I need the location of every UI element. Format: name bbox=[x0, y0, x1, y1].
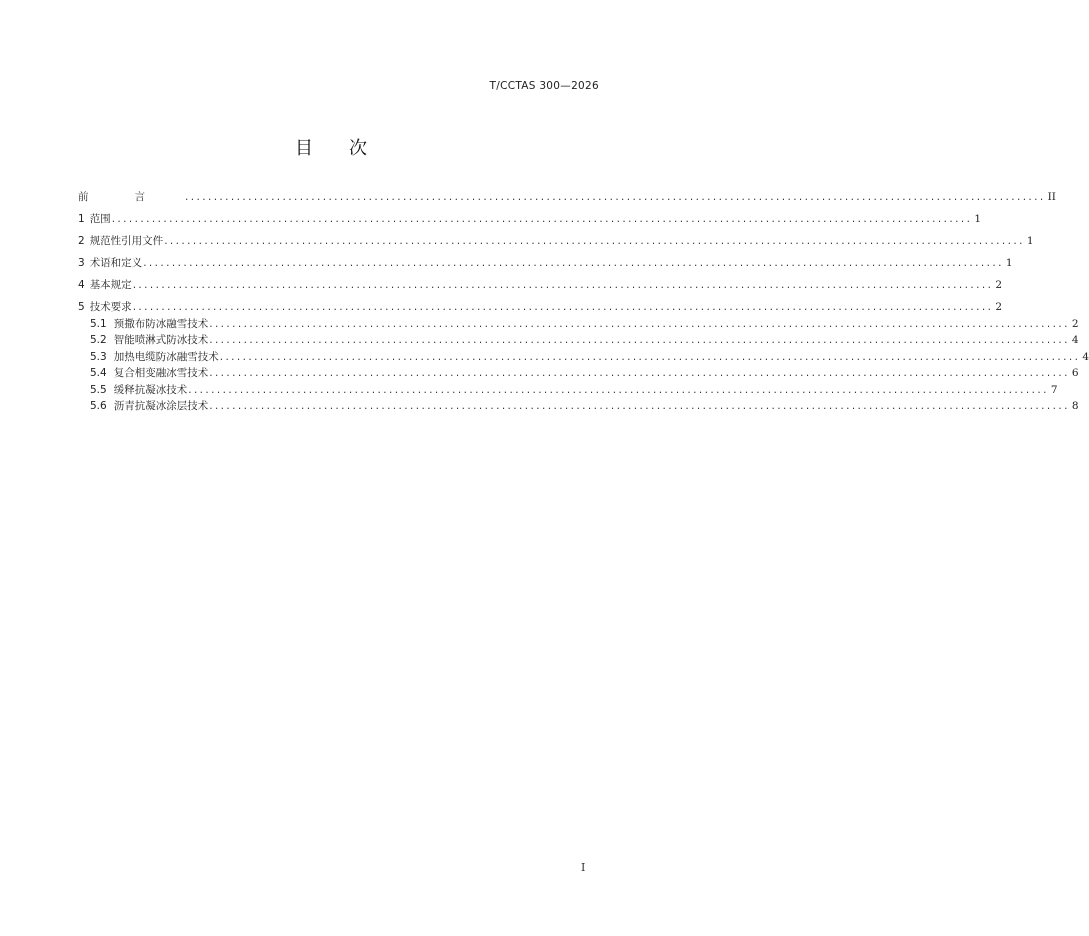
toc-entry-1[interactable] bbox=[78, 204, 982, 226]
toc-entry-label: 加热电缆防冰融雪技术 bbox=[113, 350, 219, 363]
toc-entry-page: 1 bbox=[974, 213, 982, 225]
toc-entry-number: 5.2 bbox=[90, 334, 107, 346]
dot-leader: ...................................................................................................................................................... bbox=[132, 279, 994, 291]
dot-leader: ...................................................................................................................................................... bbox=[132, 301, 994, 313]
toc-entry-label: 范围 bbox=[89, 213, 111, 225]
toc-entry-page: 4 bbox=[1082, 350, 1089, 363]
toc-subentry-5-6[interactable] bbox=[78, 397, 1079, 414]
toc-subentry-5-1[interactable] bbox=[78, 314, 1079, 331]
toc-subentry-5-5[interactable] bbox=[78, 380, 1058, 397]
dot-leader: ...................................................................................................................................................... bbox=[219, 350, 1081, 363]
dot-leader: ...................................................................................................................................................... bbox=[111, 213, 973, 225]
dot-leader: ...................................................................................................................................................... bbox=[185, 191, 1046, 203]
document-code: T/CCTAS 300—2026 bbox=[489, 80, 599, 92]
toc-entry-5[interactable] bbox=[78, 292, 1003, 314]
dot-leader: ...................................................................................................................................................... bbox=[209, 400, 1070, 412]
toc-entry-label: 缓释抗凝冰技术 bbox=[113, 383, 188, 396]
toc-entry-label: 术语和定义 bbox=[89, 257, 143, 269]
toc-entry-number: 5.4 bbox=[90, 367, 107, 379]
toc-entry-number: 5.6 bbox=[90, 400, 107, 412]
toc-entry-page: 1 bbox=[1026, 235, 1034, 247]
toc-subentry-5-2[interactable] bbox=[78, 331, 1079, 348]
toc-entry-label: 前 言 bbox=[78, 191, 145, 203]
toc-entry-label: 智能喷淋式防冰技术 bbox=[113, 334, 209, 346]
dot-leader: ...................................................................................................................................................... bbox=[164, 235, 1025, 247]
toc-subentry-5-3[interactable] bbox=[78, 347, 1089, 364]
toc-entry-number: 2 bbox=[78, 235, 85, 247]
dot-leader: ...................................................................................................................................................... bbox=[209, 317, 1070, 330]
toc-entry-number: 3 bbox=[78, 257, 85, 269]
dot-leader: ...................................................................................................................................................... bbox=[188, 383, 1049, 396]
toc-entry-page: 2 bbox=[995, 301, 1003, 313]
page-title bbox=[0, 134, 662, 160]
title-part-2: 次 bbox=[349, 138, 367, 159]
dot-leader: ...................................................................................................................................................... bbox=[143, 257, 1004, 269]
toc-entry-label: 预撒布防冰融雪技术 bbox=[113, 317, 209, 330]
toc-entry-page: 8 bbox=[1071, 400, 1079, 412]
toc-entry-preface[interactable] bbox=[78, 182, 1056, 204]
toc-entry-page: 2 bbox=[995, 279, 1003, 291]
page-number: I bbox=[581, 861, 586, 874]
title-part-1: 目 bbox=[295, 138, 313, 159]
toc-entry-page: 1 bbox=[1005, 257, 1013, 269]
dot-leader: ...................................................................................................................................................... bbox=[209, 334, 1070, 346]
toc-entry-page: II bbox=[1047, 191, 1056, 203]
toc-entry-number: 4 bbox=[78, 279, 85, 291]
toc-entry-page: 7 bbox=[1050, 383, 1058, 396]
toc-entry-page: 4 bbox=[1071, 334, 1079, 346]
toc-entry-3[interactable] bbox=[78, 248, 1013, 270]
toc-entry-number: 5.5 bbox=[90, 383, 107, 396]
toc-entry-label: 沥青抗凝冰涂层技术 bbox=[113, 400, 209, 412]
toc-entry-page: 6 bbox=[1071, 367, 1079, 379]
toc-entry-label: 规范性引用文件 bbox=[89, 235, 164, 247]
toc-entry-label: 基本规定 bbox=[89, 279, 132, 291]
toc-entry-number: 5.1 bbox=[90, 317, 107, 330]
dot-leader: ...................................................................................................................................................... bbox=[209, 367, 1070, 379]
toc-entry-page: 2 bbox=[1071, 317, 1079, 330]
toc-subentry-5-4[interactable] bbox=[78, 364, 1079, 381]
toc-entry-label: 复合相变融冰雪技术 bbox=[113, 367, 209, 379]
toc-entry-number: 5.3 bbox=[90, 350, 107, 363]
toc-entry-number: 1 bbox=[78, 213, 85, 225]
toc-entry-2[interactable] bbox=[78, 226, 1034, 248]
table-of-contents bbox=[78, 182, 1089, 413]
toc-entry-label: 技术要求 bbox=[89, 301, 132, 313]
toc-entry-number: 5 bbox=[78, 301, 85, 313]
toc-entry-4[interactable] bbox=[78, 270, 1003, 292]
